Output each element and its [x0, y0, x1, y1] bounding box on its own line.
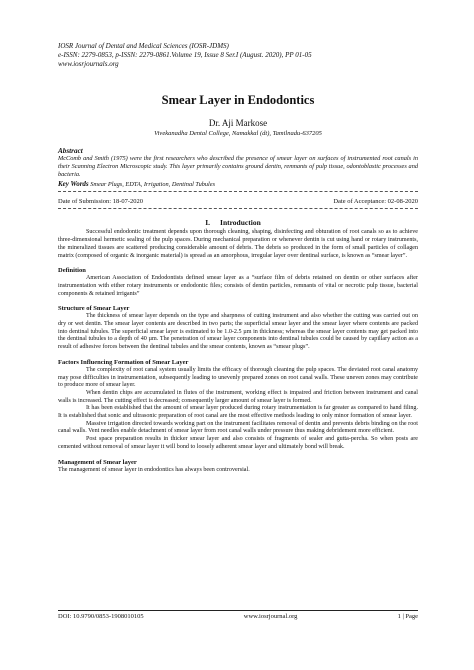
factors-paragraph-3: It has been established that the amount of smear layer produced during rotary instrumentation is far greater as compared to hand filing. It is established that sonic and ultrasonic preparation of root canal are the most effective methods leading to only minor formation of smear layer.: [58, 405, 418, 420]
structure-heading: Structure of Smear Layer: [58, 305, 130, 313]
section-heading: [58, 218, 418, 227]
section-title: Introduction: [220, 218, 261, 228]
acceptance-date: Date of Acceptance: 02-08-2020: [333, 198, 418, 206]
management-heading: Management of Smear layer: [58, 458, 137, 466]
section-number: I.: [205, 218, 211, 228]
keywords-label: Key Words: [58, 180, 89, 189]
intro-paragraph: Successful endodontic treatment depends upon thorough cleaning, shaping, disinfecting and obturation of root canals so as to achieve three-dimensional hermetic sealing of the pulp spaces. During mechanical preparation or whenever dentin is cut using hand or rotary instruments, the mineralized tissues are scattered producing considerable amount of debris. The debris so produced in the form of small particles of collagen matrix (composed of organic & inorganic material) is spread as an amorphous, irregular layer over dentinal surface, is known as “smear layer”.: [58, 229, 418, 259]
footer-page: 1 | Page: [397, 613, 418, 620]
definition-heading: Definition: [58, 267, 86, 275]
page-footer: [58, 610, 418, 620]
paper-title: Smear Layer in Endodontics: [161, 93, 315, 107]
factors-paragraph-1: The complexity of root canal system usually limits the efficacy of thorough cleaning the pulp spaces. The deviated root canal anatomy may pose difficulties in instrumentation, subsequently leading to unevenly prepared zones on root canal walls. These uneven zones may contribute to produce more of smear layer.: [58, 366, 418, 389]
journal-name: IOSR Journal of Dental and Medical Sciences (IOSR-JDMS): [58, 42, 229, 50]
journal-header: [58, 42, 418, 69]
abstract-heading: Abstract: [58, 147, 83, 155]
abstract-text: McComb and Smith (1975) were the first researchers who described the presence of smear layer on surfaces of instrumented root canals in their Scanning Electron Microscopic study. This layer primarily contains ground dentin, remnants of pulp tissue, odontoblastic processes and bacteria.: [58, 155, 418, 178]
factors-paragraph-5: Post space preparation results in thicker smear layer and also consists of fragments of sealer and gutta-percha. So when posts are cemented without removal of smear layer it will bond to loosely adherent smear layer and ultimately bond will break.: [58, 436, 418, 450]
divider-top: [58, 191, 418, 192]
divider-bottom: [58, 208, 418, 209]
factors-paragraph-4: Massive irrigation directed towards working part on the instrument facilitates removal of dentin and prevents debris binding on the root canal walls. Vent needles enable detachment of smear layer from root canal walls under pressure thus making debridement more efficient.: [58, 420, 418, 435]
factors-heading: Factors Influencing Formation of Smear Layer: [58, 358, 189, 366]
structure-paragraph: The thickness of smear layer depends on the type and sharpness of cutting instrument and also whether the cutting was carried out on dry or wet dentin. The smear layer contents are described in two parts; the superficial smear layer and the smear layer where contents are packed into dentinal tubules. The superficial smear layer is estimated to be 1.0-2.5 µm in thickness; whereas the smear layer contents may get packed into the dentinal tubules to a depth of 40 µm. The penetration of smear layer components into dentinal tubules could be caused by capillary action as a result of adhesive forces between the dentinal tubules and the smear contents, known as “smear plugs”.: [58, 313, 418, 351]
management-paragraph: The management of smear layer in endodontics has always been controversial.: [58, 466, 250, 473]
journal-issn: e-ISSN: 2279-0853, p-ISSN: 2279-0861.Volume 19, Issue 8 Ser.I (August. 2020), PP 01-05: [58, 51, 312, 59]
footer-doi: DOI: 10.9790/0853-1908010105: [58, 613, 144, 620]
author-affiliation: Vivekanadha Dental College, Namakkal (dt), Tamilnadu-637205: [154, 130, 322, 137]
author-name: Dr. Aji Markose: [208, 118, 268, 128]
keywords: [58, 180, 418, 188]
footer-site: www.iosrjournal.org: [243, 613, 298, 620]
factors-paragraph-2: When dentin chips are accumulated in flutes of the instrument, working effect is impaired and friction between instrument and canal walls is increased. The cutting effect is decreased; consequently larger amount of smear layer is formed.: [58, 389, 418, 404]
keywords-text: Smear Plugs, EDTA, Irrigation, Dentinal Tubules: [90, 181, 216, 189]
submission-date: Date of Submission: 18-07-2020: [58, 198, 144, 206]
journal-url: www.iosrjournals.org: [58, 60, 119, 68]
definition-paragraph: American Association of Endodontists defined smear layer as a “surface film of debris retained on dentin or other surfaces after instrumentation with either rotary instruments or endodontic files; consists of dentin particles, remnants of vital or necrotic pulp tissue, bacterial components & retained irrigants”: [58, 275, 418, 297]
dates-row: [58, 198, 418, 205]
